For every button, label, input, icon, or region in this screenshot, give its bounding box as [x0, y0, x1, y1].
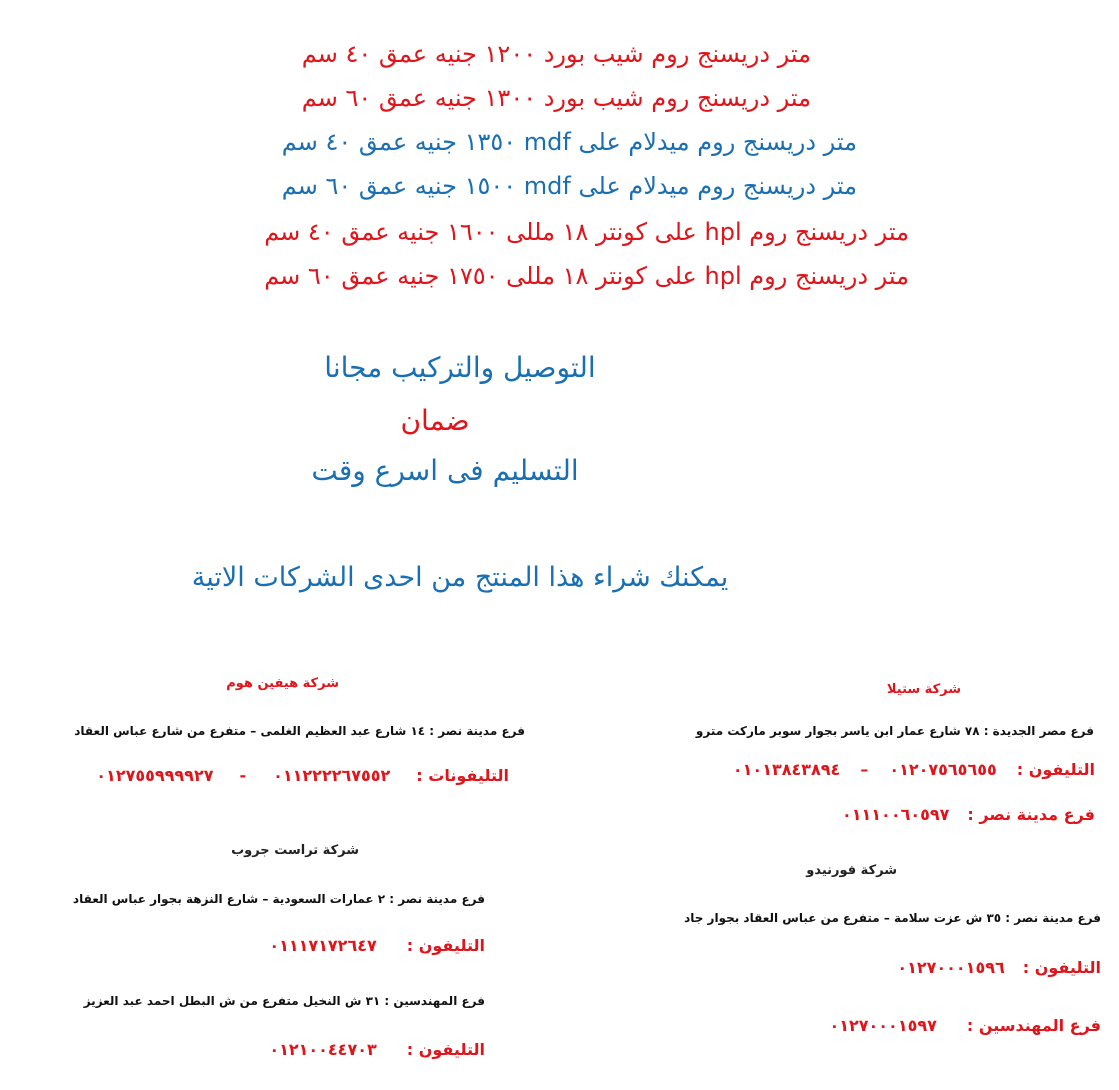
phones-row	[96, 766, 509, 785]
phone-label: التليفون :	[1022, 958, 1101, 977]
price-line-2: متر دريسنج روم شيب بورد ١٣٠٠ جنيه عمق ٦٠ سم	[301, 84, 811, 112]
phones-row-2	[269, 1040, 485, 1059]
phone-number: ٠١٢٧٥٥٩٩٩٩٢٧	[96, 766, 214, 785]
phone-label: التليفون :	[406, 1040, 485, 1059]
company-title: شركة هيفين هوم	[226, 676, 339, 691]
phones-row	[269, 936, 485, 955]
phone-number: ٠١٢١٠٠٤٤٧٠٣	[269, 1040, 377, 1059]
price-line-6: متر دريسنج روم hpl على كونتر ١٨ مللى ١٧٥٠ جنيه عمق ٦٠ سم	[264, 262, 909, 290]
phone-label: التليفون :	[406, 936, 485, 955]
company-title: شركة ستيلا	[886, 682, 961, 697]
nasr-branch-row	[842, 805, 1095, 824]
branch-address: فرع مدينة نصر : ٣٥ ش عزت سلامة – متفرع من عباس العقاد بجوار جاد	[684, 911, 1101, 925]
phone-number: ٠١٢٧٠٠٠١٥٩٦	[897, 958, 1005, 977]
phone-separator: -	[239, 766, 248, 785]
phone-number: ٠١١٢٢٢٢٦٧٥٥٢	[273, 766, 391, 785]
branch-address: فرع مدينة نصر : ٢ عمارات السعودية – شارع النزهة بجوار عباس العقاد	[72, 892, 485, 906]
phone-separator: –	[860, 760, 870, 779]
free-delivery-text: التوصيل والتركيب مجانا	[324, 351, 596, 384]
phone-number: ٠١٠١٣٨٤٣٨٩٤	[732, 760, 841, 779]
fast-delivery-text: التسليم فى اسرع وقت	[311, 454, 579, 487]
price-line-1: متر دريسنج روم شيب بورد ١٢٠٠ جنيه عمق ٤٠ سم	[301, 40, 811, 68]
warranty-text: ضمان	[400, 404, 470, 437]
mohandessin-branch-row	[829, 1016, 1101, 1035]
phone-number: ٠١١١٧١٧٢٦٤٧	[269, 936, 377, 955]
branch-address: فرع مصر الجديدة : ٧٨ شارع عمار ابن ياسر بجوار سوبر ماركت مترو	[695, 724, 1094, 738]
branch-label: فرع مدينة نصر :	[967, 805, 1095, 824]
phones-label: التليفونات :	[416, 766, 509, 785]
phones-row	[733, 760, 1095, 779]
price-line-3: متر دريسنج روم ميدلام على mdf ١٣٥٠ جنيه عمق ٤٠ سم	[281, 128, 857, 156]
price-line-4: متر دريسنج روم ميدلام على mdf ١٥٠٠ جنيه عمق ٦٠ سم	[281, 172, 857, 200]
branch-label: فرع المهندسين :	[966, 1016, 1101, 1035]
company-title: شركة تراست جروب	[231, 843, 359, 858]
price-line-5: متر دريسنج روم hpl على كونتر ١٨ مللى ١٦٠٠ جنيه عمق ٤٠ سم	[264, 218, 909, 246]
branch-address-2: فرع المهندسين : ٣١ ش النخيل متفرع من ش البطل احمد عبد العزيز	[83, 994, 485, 1008]
phone-label: التليفون :	[1016, 760, 1095, 779]
phone-number: ٠١٢٧٠٠٠١٥٩٧	[829, 1016, 937, 1035]
phone-number: ٠١٢٠٧٥٦٥٦٥٥	[889, 760, 997, 779]
buy-note: يمكنك شراء هذا المنتج من احدى الشركات الاتية	[191, 562, 729, 593]
phones-row	[897, 958, 1101, 977]
company-title: شركة فورنيدو	[806, 863, 897, 878]
phone-number: ٠١١١٠٠٦٠٥٩٧	[841, 805, 950, 824]
branch-address: فرع مدينة نصر : ١٤ شارع عبد العظيم الغلمى – متفرع من شارع عباس العقاد	[74, 724, 525, 738]
